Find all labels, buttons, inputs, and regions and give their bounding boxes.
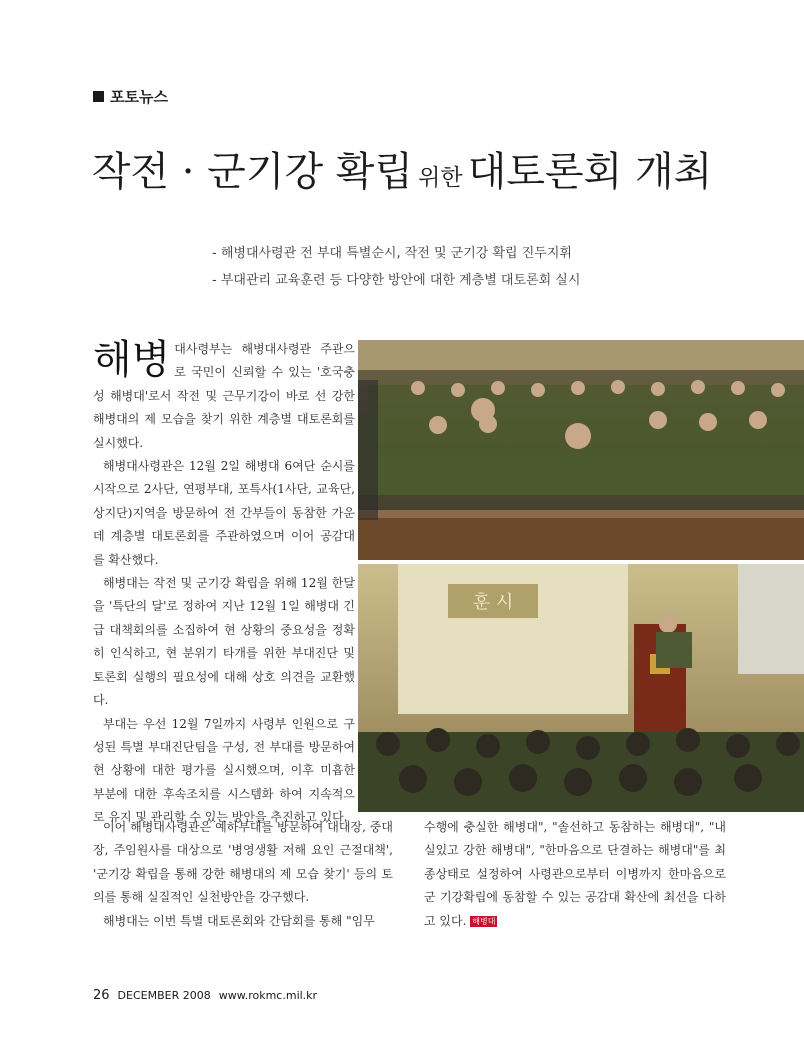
footer-url: www.rokmc.mil.kr [218,989,318,1002]
article-paragraph-7-text: 수행에 충실한 해병대", "솔선하고 동참하는 해병대", "내실있고 강한 해병대", "한마음으로 단결하는 해병대"를 최종상태로 설정하여 사령관으로부터 이병까지 한마음으로 군 기강확립에 동참할 수 있는 공감대 확산에 최선을 다하고 있다. [424,820,726,928]
section-label [93,86,168,107]
article-column-bottom-left [93,816,393,933]
article-paragraph-5: 이어 해병대사령관은 예하부대를 방문하여 대대장, 중대장, 주임원사를 대상으로 '병영생활 저해 요인 근절대책', '군기강 확립을 통해 강한 해병대의 제 모습 찾기' 등의 토의를 통해 실질적인 실천방안을 강구했다. [93,820,393,905]
subhead-2: - 부대관리 교육훈련 등 다양한 방안에 대한 계층별 대토론회 실시 [212,273,581,288]
headline-part2: 위한 [418,165,463,191]
article-paragraph-1-text: 대사령부는 해병대사령관 주관으로 국민이 신뢰할 수 있는 '호국충성 해병대'로서 작전 및 근무기강이 바로 선 강한 해병대의 제 모습을 찾기 위한 계층별 대토론회를 실시했다. [93,342,355,450]
headline-part3: 대토론회 개최 [467,149,713,195]
article-paragraph-6: 해병대는 이번 특별 대토론회와 간담회를 통해 "임무 [103,913,375,928]
photo-banner-text: 훈 시 [472,592,514,613]
end-mark-logo: 해병대 [472,916,496,926]
photo-seated-officers [358,340,804,560]
article-paragraph-2: 해병대사령관은 12월 2일 해병대 6여단 순시를 시작으로 2사단, 연평부대, 포특사(1사단, 교육단, 상지단)지역을 방문하여 전 간부들이 동참한 가운데 계층별 대토론회를 주관하였으며 이어 공감대를 확산했다. [93,459,355,567]
article-paragraph-4: 부대는 우선 12월 7일까지 사령부 인원으로 구성된 특별 부대진단팀을 구성, 전 부대를 방문하여 현 상황에 대한 평가를 실시했으며, 이후 미흡한 부분에 대한 후속조치를 시스템화 하여 지속적으로 유지 및 관리할 수 있는 방안을 추진하고 있다. [93,716,355,825]
headline-part1: 작전 · 군기강 확립 [91,149,414,195]
article-paragraph-7 [424,816,726,933]
footer-month: DECEMBER 2008 [117,989,211,1002]
drop-cap: 해병 [93,337,171,383]
subheads [212,240,580,294]
photo-seated-officers-image [358,340,804,560]
article-paragraph-3: 해병대는 작전 및 군기강 확립을 위해 12월 한달을 '특단의 달'로 정하여 지난 12월 1일 해병대 긴급 대책회의를 소집하여 현 상황의 중요성을 정확히 인식하고, 현 분위기 타개를 위한 부대진단 및 토론회 실행의 필요성에 대해 상호 의견을 교환했다. [93,576,355,708]
page-number: 26 [93,988,110,1003]
subhead-1: - 해병대사령관 전 부대 특별순시, 작전 및 군기강 확립 진두지휘 [212,246,572,261]
photo-commander-speech [358,564,804,812]
photo-commander-speech-image [358,564,804,812]
article-paragraph-1 [93,338,355,455]
square-bullet-icon [93,91,104,102]
article-column-bottom-right [424,816,726,933]
section-label-text: 포토뉴스 [110,88,168,106]
headline [0,140,804,197]
article-column-left [93,338,355,830]
page-footer [93,988,317,1003]
